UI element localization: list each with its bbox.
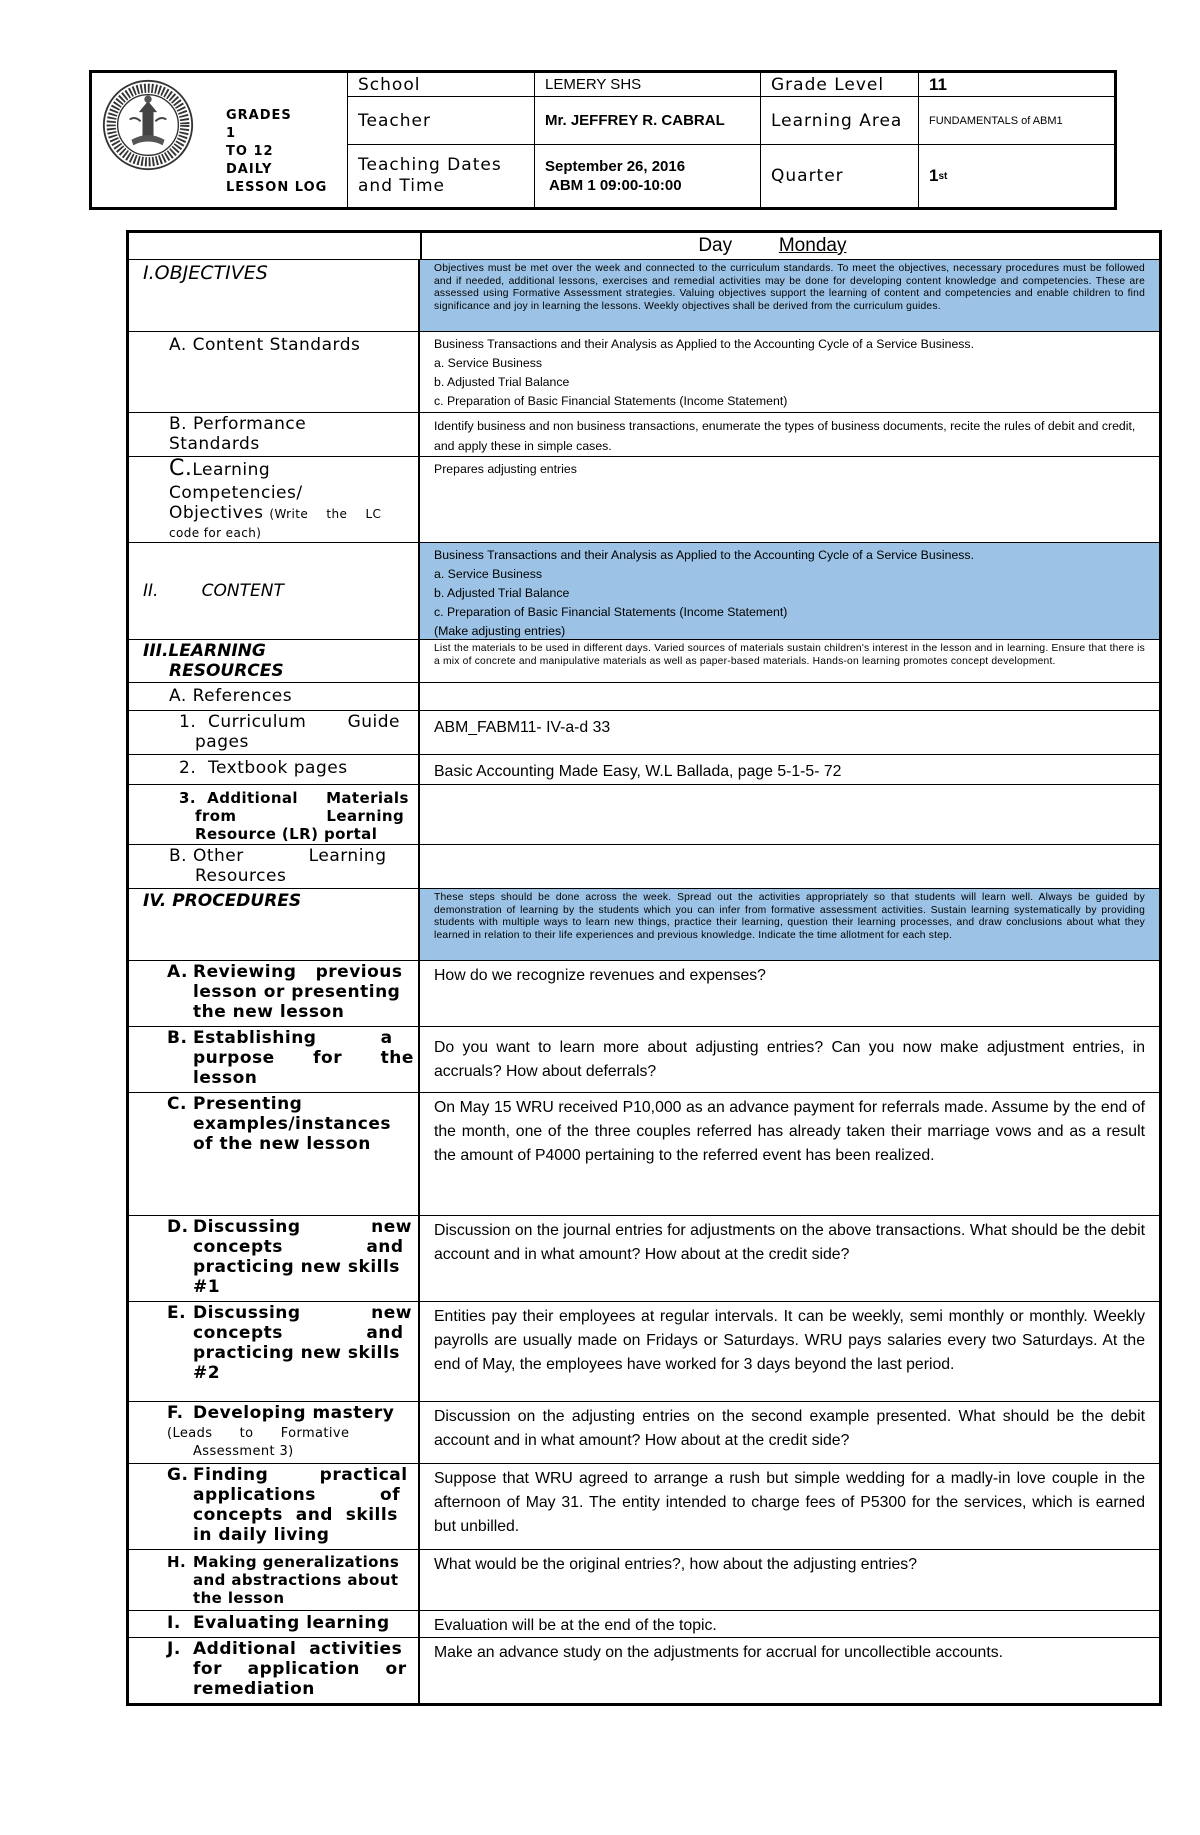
step-label: the lesson xyxy=(193,1589,285,1607)
step-a-text: How do we recognize revenues and expenses? xyxy=(434,967,766,984)
step-sublabel: (Leads to Formative xyxy=(167,1426,350,1441)
performance-standards-label: B. Performance xyxy=(169,414,307,434)
step-label: concepts and skills xyxy=(193,1505,398,1525)
learning-area-value: FUNDAMENTALS of ABM1 xyxy=(918,97,1114,145)
day-cell xyxy=(420,233,1159,259)
step-label: concepts and xyxy=(193,1237,404,1257)
step-c-row xyxy=(129,1093,1159,1216)
teaching-dates-value xyxy=(534,145,760,207)
objectives-row xyxy=(129,260,1159,332)
step-label: purpose for the xyxy=(193,1048,414,1068)
header-table xyxy=(89,70,1117,210)
learning-area-label: Learning Area xyxy=(760,97,918,145)
step-e-row xyxy=(129,1302,1159,1402)
performance-standards-text: Identify business and non business transactions, enumerate the types of business documents, recite the rules of debit and credit, and apply these in simple cases. xyxy=(434,419,1136,453)
step-label: lesson or presenting xyxy=(193,982,401,1002)
competencies-text: Prepares adjusting entries xyxy=(434,462,577,476)
procedures-note: These steps should be done across the week. Spread out the activities appropriately so that students will learn well. Always be guided by demonstration of learning by the students which you can infer from formative assessment activities. Sustain learning systematically by providing students with multiple ways to learn new things, practice their learning, question their learning processes, and draw conclusions about what they learned in relation to their life experiences and previous knowledge. Indicate the time allotment for each step. xyxy=(434,892,1145,941)
step-letter: E. xyxy=(167,1303,187,1323)
step-g-row xyxy=(129,1464,1159,1550)
other-resources-row xyxy=(129,845,1159,889)
procedures-row xyxy=(129,889,1159,961)
quarter-number: 1 xyxy=(929,166,939,185)
day-label: Day xyxy=(698,235,733,256)
step-d-text: Discussion on the journal entries for adjustments on the above transactions. What should be the debit account and in what amount? How about at the credit side? xyxy=(434,1222,1145,1263)
step-label: Finding practical xyxy=(193,1465,408,1485)
step-label: Developing mastery xyxy=(193,1403,395,1423)
lesson-log-title xyxy=(226,107,334,197)
step-f-row xyxy=(129,1402,1159,1464)
title-line: TO 12 xyxy=(226,144,274,159)
title-line: LESSON LOG xyxy=(226,180,328,195)
step-label: practicing new skills xyxy=(193,1343,400,1363)
step-i-text: Evaluation will be at the end of the topic. xyxy=(434,1617,717,1634)
school-label: School xyxy=(347,73,534,97)
learning-resources-heading: III.LEARNING xyxy=(143,641,266,661)
step-letter: J. xyxy=(167,1639,181,1659)
textbook-label: 2. Textbook pages xyxy=(179,758,348,778)
quarter-label: Quarter xyxy=(760,145,918,207)
title-line: GRADES 1 xyxy=(226,108,292,141)
step-label: concepts and xyxy=(193,1323,404,1343)
teaching-date: September 26, 2016 xyxy=(545,158,686,175)
performance-standards-label: Standards xyxy=(169,434,260,454)
content-line: a. Service Business xyxy=(434,567,542,581)
objectives-heading: I.OBJECTIVES xyxy=(143,262,268,284)
teaching-dates-label: Teaching Dates and Time xyxy=(347,145,534,207)
textbook-row xyxy=(129,755,1159,785)
step-label: #1 xyxy=(193,1277,221,1297)
grade-level-label: Grade Level xyxy=(760,73,918,97)
competencies-hint: (Write the LC xyxy=(269,507,382,521)
step-a-row xyxy=(129,961,1159,1027)
content-standards-line: a. Service Business xyxy=(434,356,542,370)
step-j-text: Make an advance study on the adjustments for accrual for uncollectible accounts. xyxy=(434,1644,1004,1661)
other-resources-label: B. Other Learning xyxy=(169,846,387,866)
step-c-text: On May 15 WRU received P10,000 as an advance payment for referrals made. Assume by the end of the month, one of the three couples referred has already taken their marriage vows and as a result the amount of P4000 pertaining to the referred event has been realized. xyxy=(434,1099,1145,1164)
step-label: Making generalizations xyxy=(193,1553,400,1571)
additional-materials-label: from Learning xyxy=(195,807,405,825)
quarter-value xyxy=(918,145,1114,207)
content-line: c. Preparation of Basic Financial Statements (Income Statement) xyxy=(434,605,788,619)
curriculum-guide-row xyxy=(129,711,1159,755)
step-j-row xyxy=(129,1638,1159,1703)
learning-resources-note: List the materials to be used in different days. Varied sources of materials sustain children's interest in the lesson and in learning. Ensure that there is a mix of concrete and manipulative materials as well as paper-based materials. Hands-on learning promotes concept development. xyxy=(434,643,1145,667)
step-label: for application or xyxy=(193,1659,407,1679)
grade-level-value: 11 xyxy=(918,73,1114,97)
content-standards-label: A. Content Standards xyxy=(169,335,361,355)
textbook-value: Basic Accounting Made Easy, W.L Ballada, page 5-1-5- 72 xyxy=(434,763,842,780)
step-label: applications of xyxy=(193,1485,401,1505)
quarter-suffix: st xyxy=(938,170,948,182)
curriculum-guide-label: 1. Curriculum Guide xyxy=(179,712,401,732)
other-resources-label: Resources xyxy=(195,866,287,886)
step-label: the new lesson xyxy=(193,1002,345,1022)
content-standards-line: b. Adjusted Trial Balance xyxy=(434,375,570,389)
learning-resources-row xyxy=(129,640,1159,683)
day-row xyxy=(129,233,1159,260)
header-grid xyxy=(347,73,1114,207)
references-label: A. References xyxy=(169,686,293,706)
day-value: Monday xyxy=(778,235,847,256)
content-standards-line: Business Transactions and their Analysis as Applied to the Accounting Cycle of a Service Business. xyxy=(434,337,974,351)
teacher-value: Mr. JEFFREY R. CABRAL xyxy=(534,97,760,145)
step-label: and abstractions about xyxy=(193,1571,399,1589)
step-label: Establishing a xyxy=(193,1028,393,1048)
curriculum-guide-value: ABM_FABM11- IV-a-d 33 xyxy=(434,719,611,736)
step-f-text: Discussion on the adjusting entries on the second example presented. What should be the debit account and in what amount? How about at the credit side? xyxy=(434,1408,1145,1449)
references-row xyxy=(129,683,1159,711)
school-value: LEMERY SHS xyxy=(534,73,760,97)
step-label: in daily living xyxy=(193,1525,330,1545)
lesson-table xyxy=(126,230,1162,1706)
competencies-row xyxy=(129,457,1159,543)
step-d-row xyxy=(129,1216,1159,1302)
step-letter: G. xyxy=(167,1465,189,1485)
performance-standards-row xyxy=(129,413,1159,457)
teacher-label: Teacher xyxy=(347,97,534,145)
step-label: of the new lesson xyxy=(193,1134,371,1154)
step-label: Reviewing previous xyxy=(193,962,403,982)
step-letter: B. xyxy=(167,1028,188,1048)
deped-seal-icon xyxy=(102,79,194,171)
step-label: #2 xyxy=(193,1363,221,1383)
step-label: Discussing new xyxy=(193,1217,413,1237)
additional-materials-row xyxy=(129,785,1159,845)
content-line: Business Transactions and their Analysis as Applied to the Accounting Cycle of a Service Business. xyxy=(434,548,974,562)
competencies-label: Objectives xyxy=(169,503,264,523)
step-h-row xyxy=(129,1550,1159,1611)
procedures-heading: IV. PROCEDURES xyxy=(143,891,302,911)
competencies-label: Learning xyxy=(192,460,271,480)
step-letter: A. xyxy=(167,962,188,982)
step-i-row xyxy=(129,1611,1159,1638)
step-letter: D. xyxy=(167,1217,189,1237)
step-b-text: Do you want to learn more about adjusting entries? Can you now make adjustment entries, in accruals? How about deferrals? xyxy=(434,1039,1145,1080)
content-line: (Make adjusting entries) xyxy=(434,624,566,638)
step-h-text: What would be the original entries?, how about the adjusting entries? xyxy=(434,1556,917,1573)
step-e-text: Entities pay their employees at regular intervals. It can be weekly, semi monthly or monthly. Weekly payrolls are usually made on Fridays or Saturdays. WRU pays salaries every two Saturdays. At the end of May, the employees have worked for 3 days beyond the last period. xyxy=(434,1308,1145,1373)
competencies-hint: code for each) xyxy=(169,526,262,540)
step-label: remediation xyxy=(193,1679,315,1699)
step-letter: F. xyxy=(167,1403,184,1423)
title-line: DAILY xyxy=(226,162,273,177)
content-standards-line: c. Preparation of Basic Financial Statements (Income Statement) xyxy=(434,394,788,408)
step-letter: I. xyxy=(167,1613,181,1633)
step-label: Additional activities xyxy=(193,1639,403,1659)
content-line: b. Adjusted Trial Balance xyxy=(434,586,570,600)
competencies-label: Competencies/ xyxy=(169,483,303,503)
step-label: lesson xyxy=(193,1068,258,1088)
step-g-text: Suppose that WRU agreed to arrange a rush but simple wedding for a madly-in love couple in the afternoon of May 31. The entity intended to charge fees of P5300 for the services, which is earned but unbilled. xyxy=(434,1470,1145,1535)
step-b-row xyxy=(129,1027,1159,1093)
content-heading: II. CONTENT xyxy=(143,581,284,601)
logo-cell xyxy=(92,73,347,207)
step-letter: C. xyxy=(167,1094,187,1114)
step-label: practicing new skills xyxy=(193,1257,400,1277)
step-label: examples/instances xyxy=(193,1114,392,1134)
learning-resources-heading: RESOURCES xyxy=(169,661,284,681)
curriculum-guide-label: pages xyxy=(195,732,249,752)
step-letter: H. xyxy=(167,1553,187,1571)
content-standards-row xyxy=(129,332,1159,413)
step-sublabel: Assessment 3) xyxy=(193,1444,294,1459)
teaching-time: ABM 1 09:00-10:00 xyxy=(549,177,682,194)
objectives-note: Objectives must be met over the week and connected to the curriculum standards. To meet the objectives, necessary procedures must be followed and if needed, additional lessons, exercises and remedial activities may be done for developing content knowledge and competencies. These are assessed using Formative Assessment strategies. Valuing objectives support the learning of content and competencies and enable children to find significance and joy in learning the lessons. Weekly objectives shall be derived from the curriculum guides. xyxy=(434,263,1145,312)
step-label: Discussing new xyxy=(193,1303,413,1323)
additional-materials-label: 3. Additional Materials xyxy=(179,789,409,807)
step-label: Evaluating learning xyxy=(193,1613,390,1633)
content-row xyxy=(129,543,1159,640)
additional-materials-label: Resource (LR) portal xyxy=(195,825,378,843)
step-label: Presenting xyxy=(193,1094,303,1114)
competencies-letter: C. xyxy=(169,456,193,481)
